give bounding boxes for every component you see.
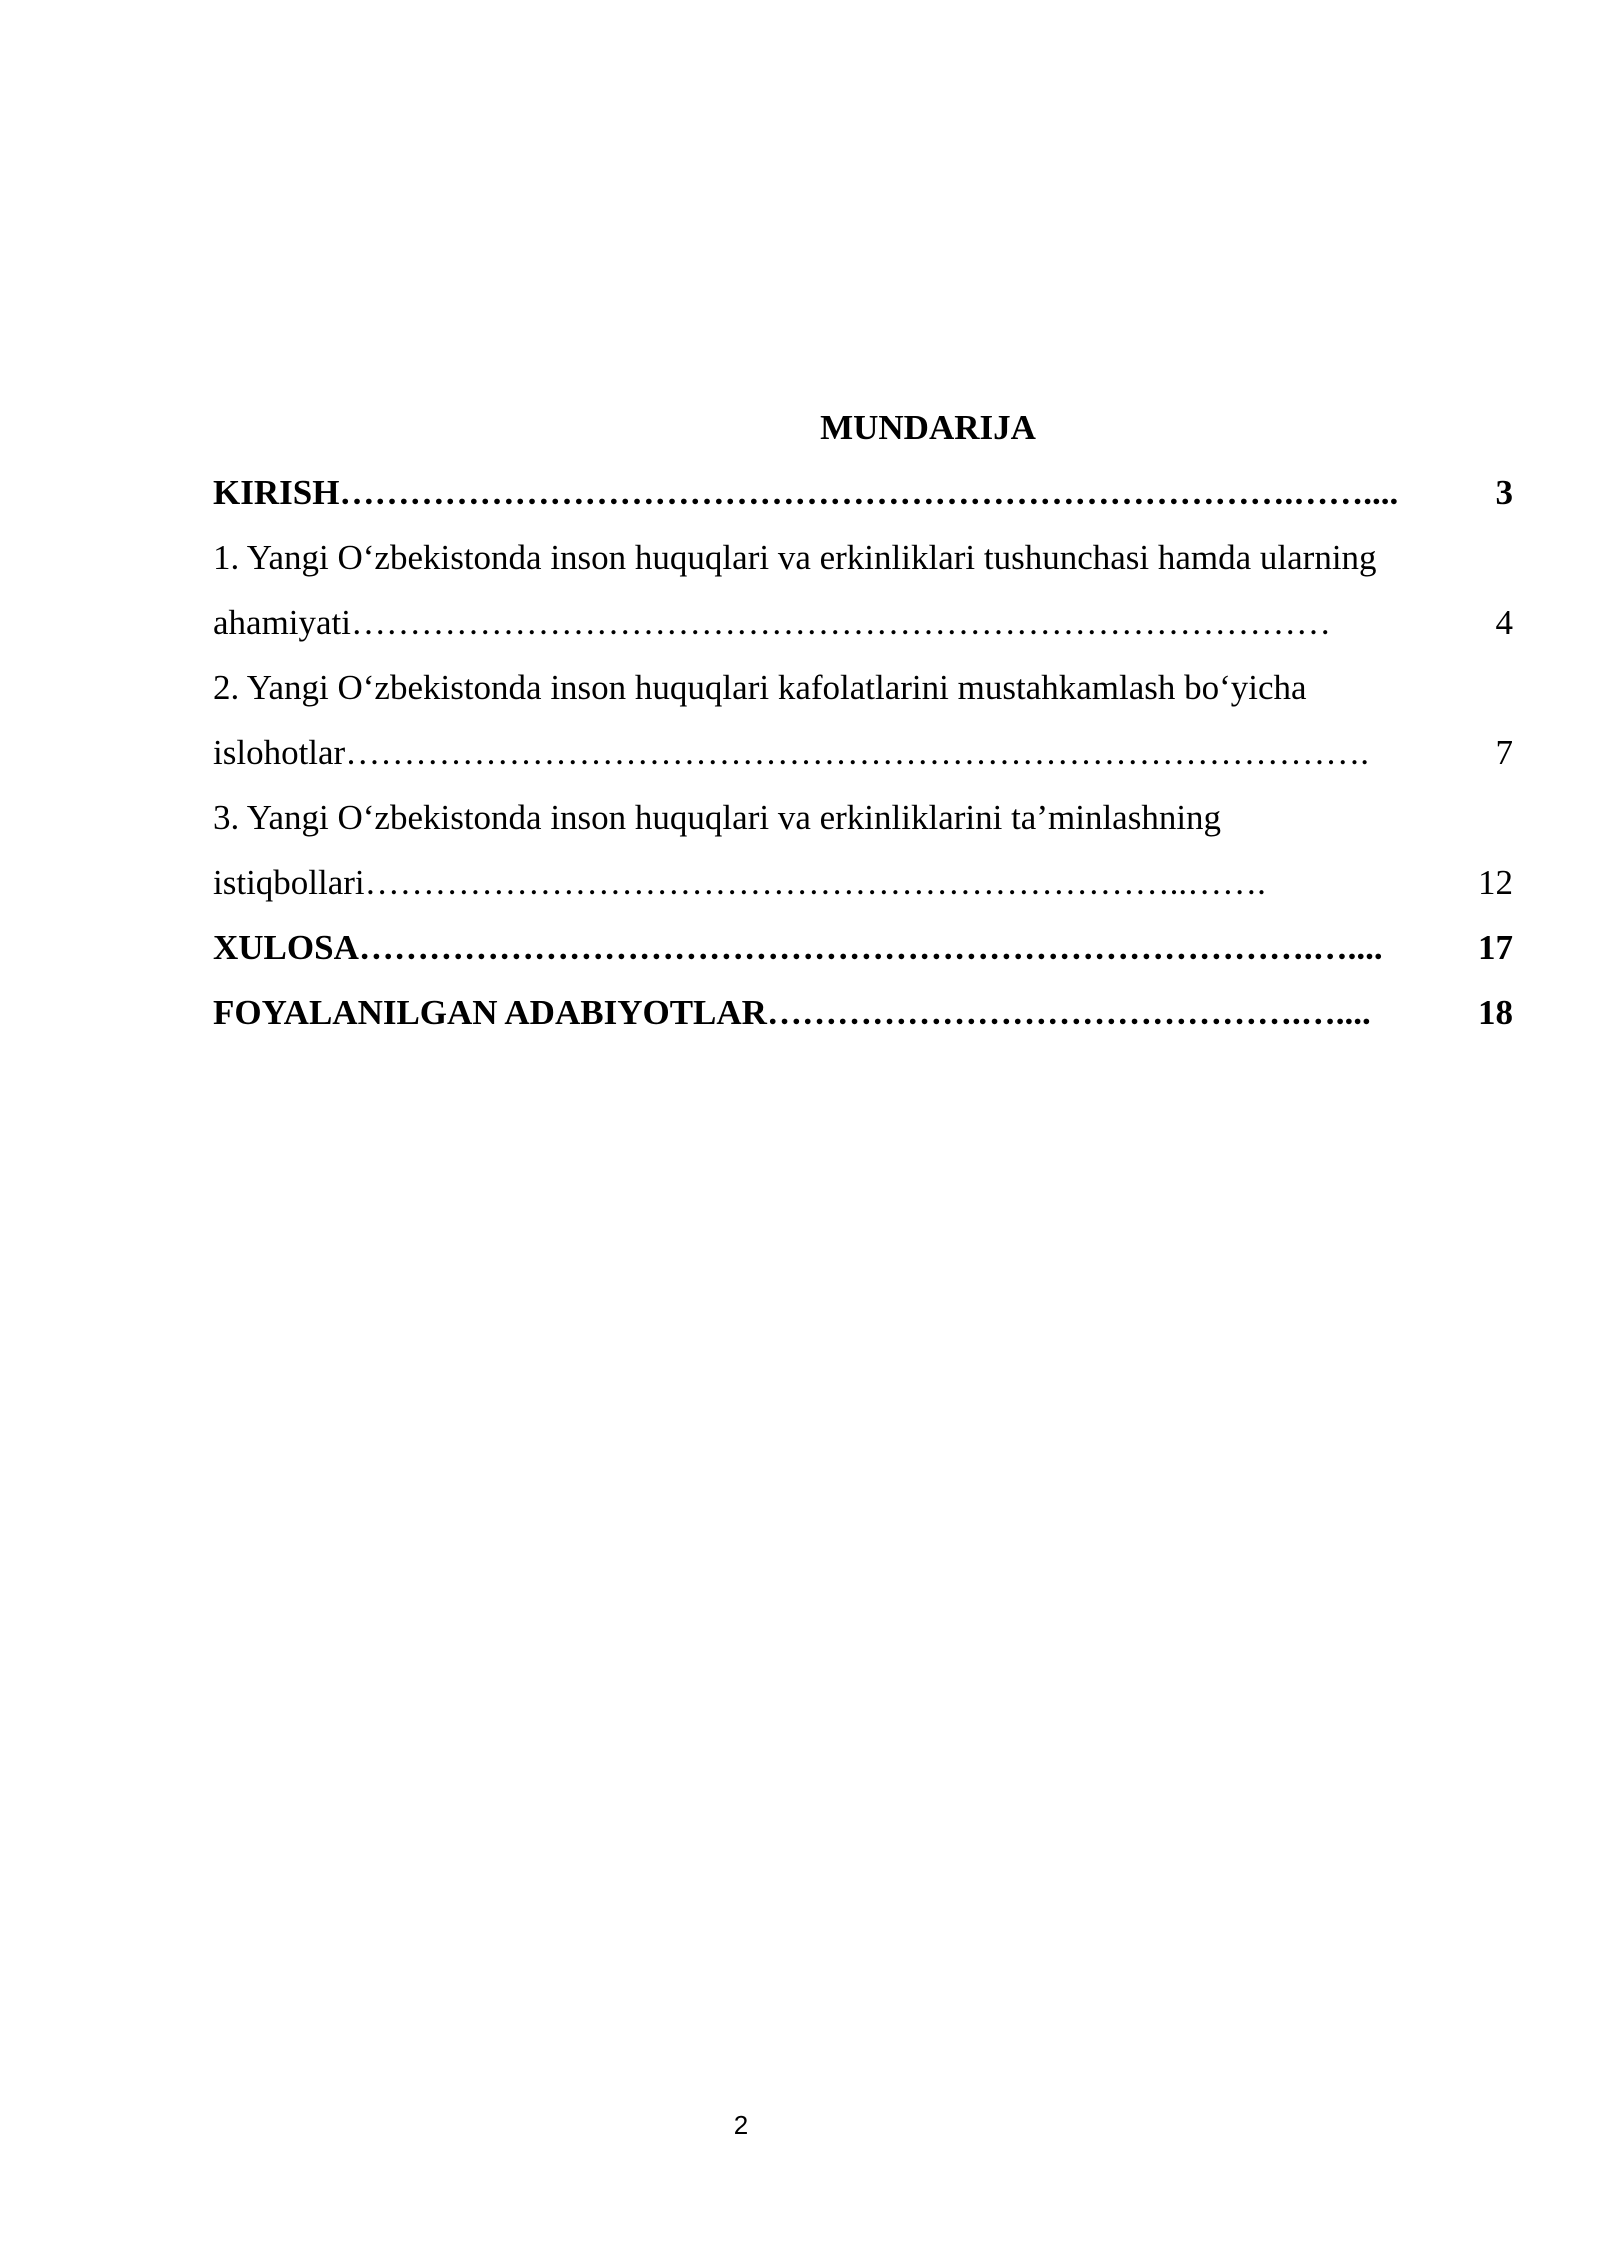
toc-page-number: 3 <box>1495 473 1513 512</box>
toc-entry-adabiyotlar[interactable] <box>213 980 1513 1045</box>
toc-entry-section-1-line-2[interactable] <box>213 590 1513 655</box>
toc-entry-xulosa[interactable] <box>213 915 1513 980</box>
toc-entry-section-2-line-2[interactable] <box>213 720 1513 785</box>
toc-entry-label: istiqbollari <box>213 863 365 902</box>
toc-entry-label: FOYALANILGAN ADABIYOTLAR <box>213 993 767 1032</box>
toc-entry-section-3-line-1[interactable]: 3. Yangi O‘zbekistonda inson huquqlari va erkinliklarini ta’minlashning <box>213 798 1222 837</box>
page-number-footer: 2 <box>733 2110 749 2140</box>
toc-entry-section-1-line-1[interactable]: 1. Yangi O‘zbekistonda inson huquqlari va erkinliklari tushunchasi hamda ularning <box>213 538 1377 577</box>
toc-entry-label: islohotlar <box>213 733 346 772</box>
table-of-contents <box>213 395 1513 1045</box>
toc-entry-label: ahamiyati <box>213 603 352 642</box>
toc-entry-label: KIRISH <box>213 473 340 512</box>
toc-entry-section-3-line-2[interactable] <box>213 850 1513 915</box>
toc-entry-leader-line <box>213 850 1478 915</box>
toc-dot-leader: ……………………………………………………………………….…….... <box>339 473 1399 512</box>
toc-dot-leader: ………………………………………………………………………… <box>351 603 1332 642</box>
toc-page-number: 12 <box>1478 863 1513 902</box>
toc-entry-section-2-line-1[interactable]: 2. Yangi O‘zbekistonda inson huquqlari kafolatlarini mustahkamlash bo‘yicha <box>213 668 1307 707</box>
toc-page-number: 4 <box>1495 603 1513 642</box>
toc-entry-leader-line <box>213 980 1478 1045</box>
toc-dot-leader: ……………………………………………………………………………. <box>345 733 1369 772</box>
toc-dot-leader: ……………………………………………………………………….….... <box>358 928 1383 967</box>
toc-page-number: 17 <box>1478 928 1513 967</box>
toc-page-number: 7 <box>1495 733 1513 772</box>
toc-entry-leader-line <box>213 590 1496 655</box>
toc-dot-leader: ……………………………………………………………..……. <box>364 863 1266 902</box>
toc-entry-label: XULOSA <box>213 928 359 967</box>
toc-entry-kirish[interactable] <box>213 460 1513 525</box>
toc-entry-leader-line <box>213 460 1496 525</box>
toc-page-number: 18 <box>1478 993 1513 1032</box>
toc-dot-leader: ……………………………………….….... <box>766 993 1371 1032</box>
toc-title: MUNDARIJA <box>820 408 1036 447</box>
toc-entry-leader-line <box>213 720 1496 785</box>
toc-entry-leader-line <box>213 915 1478 980</box>
